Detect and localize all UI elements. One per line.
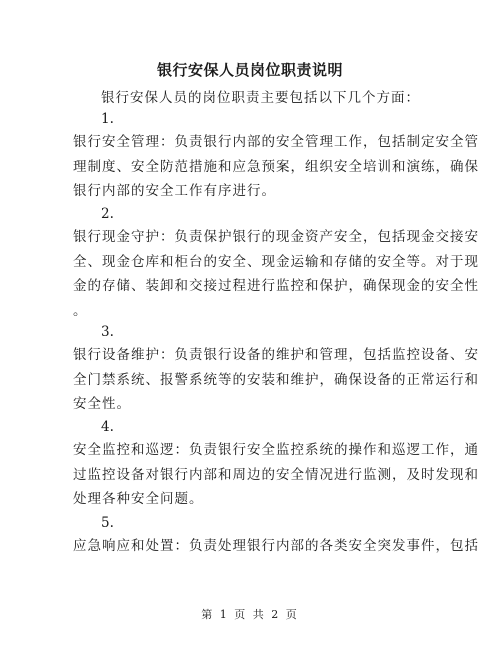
paragraph-line: 安全性。 (73, 396, 131, 412)
paragraph-line: 安全监控和巡逻：负责银行安全监控系统的操作和巡逻工作，通 (73, 442, 479, 458)
section-number: 1. (101, 111, 114, 127)
paragraph-line: 金的存储、装卸和交接过程进行监控和保护，确保现金的安全性 (73, 278, 479, 294)
section-paragraph (73, 225, 479, 323)
paragraph-line: 银行内部的安全工作有序进行。 (73, 183, 276, 199)
paragraph-line: 银行设备维护：负责银行设备的维护和管理，包括监控设备、安 (73, 347, 479, 363)
intro-paragraph: 银行安保人员的岗位职责主要包括以下几个方面： (101, 90, 420, 106)
paragraph-line: 银行安全管理：负责银行内部的安全管理工作，包括制定安全管 (73, 134, 479, 150)
paragraph-line: 应急响应和处置：负责处理银行内部的各类安全突发事件，包括 (73, 538, 479, 554)
section-number: 5. (101, 515, 114, 531)
section-paragraph (73, 534, 479, 559)
section-number: 4. (101, 419, 114, 435)
section-number: 2. (101, 206, 114, 222)
page-number-footer: 第 1 页 共 2 页 (201, 608, 299, 621)
paragraph-line: 。 (73, 302, 88, 319)
section-paragraph (73, 343, 479, 417)
paragraph-line: 全门禁系统、报警系统等的安装和维护，确保设备的正常运行和 (73, 371, 479, 388)
paragraph-line: 理制度、安全防范措施和应急预案，组织安全培训和演练，确保 (73, 158, 479, 175)
section-paragraph (73, 130, 479, 204)
section-number: 3. (101, 324, 114, 340)
paragraph-line: 处理各种安全问题。 (73, 491, 204, 507)
page-title: 银行安保人员岗位职责说明 (156, 61, 343, 79)
section-paragraph (73, 438, 479, 512)
paragraph-line: 全、现金仓库和柜台的安全、现金运输和存储的安全等。对于现 (73, 253, 479, 270)
paragraph-line: 过监控设备对银行内部和周边的安全情况进行监测，及时发现和 (73, 466, 479, 483)
paragraph-line: 银行现金守护：负责保护银行的现金资产安全，包括现金交接安 (73, 229, 479, 245)
